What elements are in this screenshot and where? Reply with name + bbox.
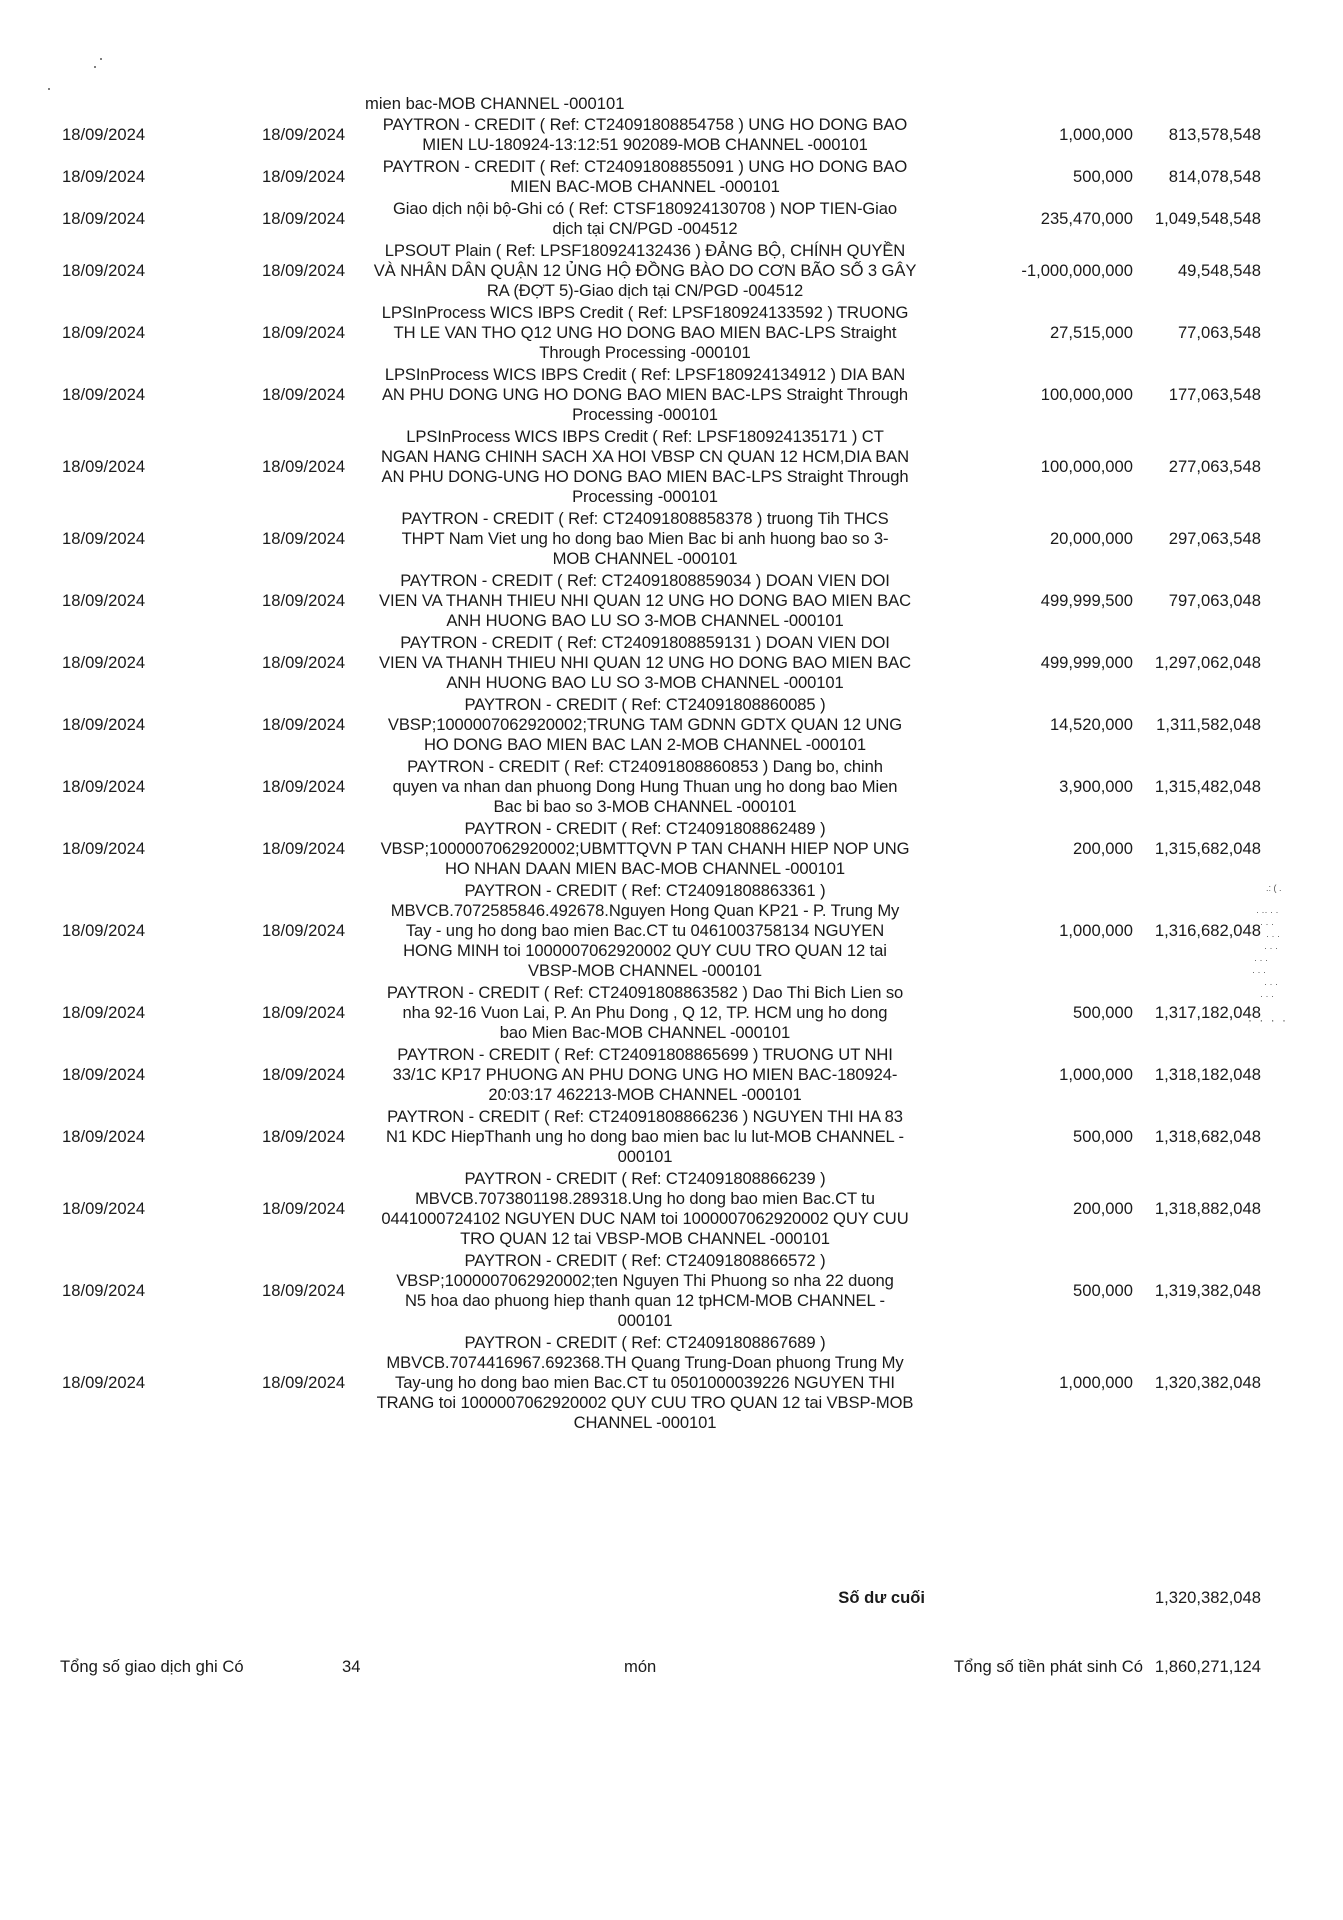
description-line: Giao dịch nội bộ-Ghi có ( Ref: CTSF180924130708 ) NOP TIEN-Giao — [392, 199, 898, 218]
description-line: MBVCB.7072585846.492678.Nguyen Hong Quan KP21 - P. Trung My — [390, 901, 900, 920]
transaction-amount: 500,000 — [1073, 1127, 1133, 1146]
value-date: 18/09/2024 — [262, 1065, 346, 1084]
transaction-description — [365, 881, 925, 981]
table-row — [0, 240, 1343, 302]
description-line: PAYTRON - CREDIT ( Ref: CT24091808866572 ) — [464, 1251, 826, 1270]
transaction-description — [365, 1169, 925, 1249]
transaction-date: 18/09/2024 — [62, 261, 146, 280]
value-date: 18/09/2024 — [262, 323, 346, 342]
transaction-date: 18/09/2024 — [62, 1003, 146, 1022]
table-row — [0, 198, 1343, 240]
description-line: Processing -000101 — [572, 487, 718, 506]
running-balance: 1,297,062,048 — [1154, 653, 1261, 672]
transaction-description — [365, 509, 925, 569]
description-line: MIEN LU-180924-13:12:51 902089-MOB CHANNEL -000101 — [422, 135, 868, 154]
transaction-description — [365, 757, 925, 817]
description-line: NGAN HANG CHINH SACH XA HOI VBSP CN QUAN 12 HCM,DIA BAN — [380, 447, 910, 466]
transaction-amount: 27,515,000 — [1049, 323, 1133, 342]
description-line: LPSInProcess WICS IBPS Credit ( Ref: LPSF180924134912 ) DIA BAN — [384, 365, 906, 384]
value-date: 18/09/2024 — [262, 209, 346, 228]
description-line: VIEN VA THANH THIEU NHI QUAN 12 UNG HO DONG BAO MIEN BAC — [379, 591, 911, 610]
description-line: Processing -000101 — [572, 405, 718, 424]
transaction-date: 18/09/2024 — [62, 921, 146, 940]
description-line: AN PHU DONG-UNG HO DONG BAO MIEN BAC-LPS Straight Through — [381, 467, 909, 486]
summary-row — [0, 1657, 1343, 1681]
transaction-description — [365, 571, 925, 631]
transaction-amount: 14,520,000 — [1049, 715, 1133, 734]
description-line: PAYTRON - CREDIT ( Ref: CT24091808863582 ) Dao Thi Bich Lien so — [386, 983, 904, 1002]
transaction-amount: 500,000 — [1073, 1003, 1133, 1022]
description-line: LPSInProcess WICS IBPS Credit ( Ref: LPSF180924133592 ) TRUONG — [381, 303, 909, 322]
transaction-date: 18/09/2024 — [62, 457, 146, 476]
running-balance: 1,315,482,048 — [1154, 777, 1261, 796]
transaction-date: 18/09/2024 — [62, 591, 146, 610]
table-row — [0, 1106, 1343, 1168]
transaction-date: 18/09/2024 — [62, 1199, 146, 1218]
description-line: MIEN BAC-MOB CHANNEL -000101 — [510, 177, 780, 196]
description-line: PAYTRON - CREDIT ( Ref: CT24091808854758 ) UNG HO DONG BAO — [382, 115, 908, 134]
table-row — [0, 364, 1343, 426]
transaction-amount: 100,000,000 — [1040, 457, 1133, 476]
running-balance: 1,318,682,048 — [1154, 1127, 1261, 1146]
running-balance: 277,063,548 — [1168, 457, 1261, 476]
transaction-amount: 200,000 — [1073, 1199, 1133, 1218]
description-line: PAYTRON - CREDIT ( Ref: CT24091808866239 ) — [464, 1169, 826, 1188]
running-balance: 77,063,548 — [1177, 323, 1261, 342]
description-line: PAYTRON - CREDIT ( Ref: CT24091808865699 ) TRUONG UT NHI — [397, 1045, 893, 1064]
table-row — [0, 694, 1343, 756]
description-line: ANH HUONG BAO LU SO 3-MOB CHANNEL -000101 — [446, 673, 844, 692]
table-row — [0, 1332, 1343, 1434]
value-date: 18/09/2024 — [262, 125, 346, 144]
transaction-description — [365, 1107, 925, 1167]
transaction-amount: 499,999,000 — [1040, 653, 1133, 672]
value-date: 18/09/2024 — [262, 839, 346, 858]
description-line: 20:03:17 462213-MOB CHANNEL -000101 — [488, 1085, 802, 1104]
description-line: TRANG toi 1000007062920002 QUY CUU TRO QUAN 12 tai VBSP-MOB — [376, 1393, 914, 1412]
table-row — [0, 756, 1343, 818]
transaction-amount: 1,000,000 — [1059, 1065, 1133, 1084]
transaction-description — [365, 1333, 925, 1433]
value-date: 18/09/2024 — [262, 1003, 346, 1022]
transaction-amount: 1,000,000 — [1059, 125, 1133, 144]
credit-total: 1,860,271,124 — [1154, 1657, 1261, 1676]
value-date: 18/09/2024 — [262, 653, 346, 672]
description-line: Bac bi bao so 3-MOB CHANNEL -000101 — [493, 797, 797, 816]
running-balance: 177,063,548 — [1168, 385, 1261, 404]
description-line: PAYTRON - CREDIT ( Ref: CT24091808858378 ) truong Tih THCS — [401, 509, 889, 528]
transaction-description — [365, 633, 925, 693]
running-balance: 1,311,582,048 — [1156, 715, 1261, 734]
table-row — [0, 156, 1343, 198]
value-date: 18/09/2024 — [262, 715, 346, 734]
running-balance: 49,548,548 — [1177, 261, 1261, 280]
description-line: VBSP-MOB CHANNEL -000101 — [528, 961, 762, 980]
transaction-amount: 1,000,000 — [1059, 1373, 1133, 1392]
transaction-date: 18/09/2024 — [62, 839, 146, 858]
table-row — [0, 982, 1343, 1044]
description-line: PAYTRON - CREDIT ( Ref: CT24091808860085 ) — [464, 695, 826, 714]
description-line: dịch tại CN/PGD -004512 — [552, 219, 738, 238]
value-date: 18/09/2024 — [262, 261, 346, 280]
credit-count-unit: món — [624, 1657, 657, 1676]
description-line: CHANNEL -000101 — [573, 1413, 717, 1432]
transaction-amount: 500,000 — [1073, 1281, 1133, 1300]
description-line: N1 KDC HiepThanh ung ho dong bao mien bac lu lut-MOB CHANNEL - — [386, 1127, 904, 1146]
transaction-date: 18/09/2024 — [62, 715, 146, 734]
final-balance-row — [0, 1588, 1343, 1610]
running-balance: 1,316,682,048 — [1154, 921, 1261, 940]
description-line: 0441000724102 NGUYEN DUC NAM toi 1000007062920002 QUY CUU — [381, 1209, 909, 1228]
transaction-date: 18/09/2024 — [62, 209, 146, 228]
final-balance-value: 1,320,382,048 — [1154, 1588, 1261, 1607]
value-date: 18/09/2024 — [262, 529, 346, 548]
value-date: 18/09/2024 — [262, 1373, 346, 1392]
running-balance: 1,318,882,048 — [1154, 1199, 1261, 1218]
running-balance: 814,078,548 — [1168, 167, 1261, 186]
credit-total-label: Tổng số tiền phát sinh Có — [953, 1657, 1143, 1676]
description-line: VBSP;1000007062920002;ten Nguyen Thi Phuong so nha 22 duong — [396, 1271, 894, 1290]
transaction-date: 18/09/2024 — [62, 653, 146, 672]
description-line: MOB CHANNEL -000101 — [552, 549, 738, 568]
description-line: VÀ NHÂN DÂN QUẬN 12 ỦNG HỘ ĐỒNG BÀO DO CƠN BÃO SỐ 3 GÂY — [373, 261, 917, 280]
transaction-amount: -1,000,000,000 — [1021, 261, 1133, 280]
description-line: PAYTRON - CREDIT ( Ref: CT24091808855091 ) UNG HO DONG BAO — [382, 157, 908, 176]
transaction-date: 18/09/2024 — [62, 385, 146, 404]
running-balance: 813,578,548 — [1168, 125, 1261, 144]
scan-speck — [100, 58, 102, 60]
description-line: PAYTRON - CREDIT ( Ref: CT24091808862489 ) — [464, 819, 826, 838]
transaction-description — [365, 241, 925, 301]
description-line: VBSP;1000007062920002;UBMTTQVN P TAN CHANH HIEP NOP UNG — [380, 839, 910, 858]
transaction-date: 18/09/2024 — [62, 1281, 146, 1300]
transaction-description — [365, 427, 925, 507]
table-row — [0, 570, 1343, 632]
transaction-description — [365, 983, 925, 1043]
description-line: 33/1C KP17 PHUONG AN PHU DONG UNG HO MIEN BAC-180924- — [392, 1065, 898, 1084]
description-line: PAYTRON - CREDIT ( Ref: CT24091808859034 ) DOAN VIEN DOI — [400, 571, 890, 590]
transaction-amount: 100,000,000 — [1040, 385, 1133, 404]
table-row — [0, 302, 1343, 364]
description-line: PAYTRON - CREDIT ( Ref: CT24091808859131 ) DOAN VIEN DOI — [400, 633, 890, 652]
description-line: PAYTRON - CREDIT ( Ref: CT24091808863361 ) — [464, 881, 826, 900]
value-date: 18/09/2024 — [262, 167, 346, 186]
description-line: TRO QUAN 12 tai VBSP-MOB CHANNEL -000101 — [460, 1229, 830, 1248]
description-line: VBSP;1000007062920002;TRUNG TAM GDNN GDTX QUAN 12 UNG — [387, 715, 903, 734]
table-row — [0, 1168, 1343, 1250]
transaction-description — [365, 1251, 925, 1331]
value-date: 18/09/2024 — [262, 1127, 346, 1146]
value-date: 18/09/2024 — [262, 1281, 346, 1300]
transaction-date: 18/09/2024 — [62, 777, 146, 796]
description-line: 000101 — [617, 1147, 673, 1166]
description-line: N5 hoa dao phuong hiep thanh quan 12 tpHCM-MOB CHANNEL - — [405, 1291, 885, 1310]
transaction-date: 18/09/2024 — [62, 125, 146, 144]
description-line: Tay - ung ho dong bao mien Bac.CT tu 0461003758134 NGUYEN — [405, 921, 885, 940]
value-date: 18/09/2024 — [262, 457, 346, 476]
credit-count-label: Tổng số giao dịch ghi Có — [60, 1657, 244, 1676]
description-line: MBVCB.7074416967.692368.TH Quang Trung-Doan phuong Trung My — [386, 1353, 904, 1372]
value-date: 18/09/2024 — [262, 777, 346, 796]
transaction-date: 18/09/2024 — [62, 1127, 146, 1146]
transaction-description — [365, 303, 925, 363]
description-line: PAYTRON - CREDIT ( Ref: CT24091808860853 ) Dang bo, chinh — [407, 757, 883, 776]
description-line: HONG MINH toi 1000007062920002 QUY CUU TRO QUAN 12 tai — [403, 941, 887, 960]
description-line: Tay-ung ho dong bao mien Bac.CT tu 0501000039226 NGUYEN THI — [395, 1373, 895, 1392]
running-balance: 1,318,182,048 — [1154, 1065, 1261, 1084]
transaction-amount: 1,000,000 — [1059, 921, 1133, 940]
description-line: VIEN VA THANH THIEU NHI QUAN 12 UNG HO DONG BAO MIEN BAC — [379, 653, 911, 672]
scan-speck — [48, 88, 50, 90]
description-line: Through Processing -000101 — [539, 343, 751, 362]
transaction-description — [365, 199, 925, 239]
description-line: LPSOUT Plain ( Ref: LPSF180924132436 ) ĐẢNG BỘ, CHÍNH QUYỀN — [384, 241, 906, 260]
value-date: 18/09/2024 — [262, 385, 346, 404]
table-row — [0, 880, 1343, 982]
bank-stamp-fragment: .: ( . · ·· · · · · · · · · · · · · · · · · · · · · · · · · · · · — [1248, 883, 1288, 1027]
description-line: PAYTRON - CREDIT ( Ref: CT24091808866236 ) NGUYEN THI HA 83 — [387, 1107, 903, 1126]
running-balance: 1,319,382,048 — [1154, 1281, 1261, 1300]
table-row — [0, 1044, 1343, 1106]
transaction-description — [365, 1045, 925, 1105]
description-line: quyen va nhan dan phuong Dong Hung Thuan ung ho dong bao Mien — [392, 777, 898, 796]
description-line: PAYTRON - CREDIT ( Ref: CT24091808867689 ) — [464, 1333, 826, 1352]
table-row — [0, 426, 1343, 508]
description-line: ANH HUONG BAO LU SO 3-MOB CHANNEL -000101 — [446, 611, 844, 630]
table-row — [0, 632, 1343, 694]
transaction-table — [0, 114, 1343, 1434]
running-balance: 1,317,182,048 — [1154, 1003, 1261, 1022]
transaction-description — [365, 157, 925, 197]
description-line: HO DONG BAO MIEN BAC LAN 2-MOB CHANNEL -000101 — [423, 735, 866, 754]
transaction-date: 18/09/2024 — [62, 167, 146, 186]
running-balance: 1,315,682,048 — [1154, 839, 1261, 858]
description-line: TH LE VAN THO Q12 UNG HO DONG BAO MIEN BAC-LPS Straight — [393, 323, 897, 342]
transaction-date: 18/09/2024 — [62, 1065, 146, 1084]
description-line: RA (ĐỢT 5)-Giao dịch tại CN/PGD -004512 — [486, 281, 804, 300]
transaction-amount: 499,999,500 — [1040, 591, 1133, 610]
transaction-date: 18/09/2024 — [62, 323, 146, 342]
transaction-description — [365, 695, 925, 755]
credit-count: 34 — [342, 1657, 361, 1676]
table-row — [0, 508, 1343, 570]
transaction-amount: 500,000 — [1073, 167, 1133, 186]
running-balance: 1,320,382,048 — [1154, 1373, 1261, 1392]
description-line: HO NHAN DAAN MIEN BAC-MOB CHANNEL -000101 — [444, 859, 846, 878]
description-line: LPSInProcess WICS IBPS Credit ( Ref: LPSF180924135171 ) CT — [406, 427, 884, 446]
transaction-amount: 20,000,000 — [1049, 529, 1133, 548]
description-line: MBVCB.7073801198.289318.Ung ho dong bao mien Bac.CT tu — [415, 1189, 875, 1208]
transaction-amount: 200,000 — [1073, 839, 1133, 858]
value-date: 18/09/2024 — [262, 921, 346, 940]
running-balance: 297,063,548 — [1168, 529, 1261, 548]
scan-speck — [94, 66, 96, 68]
transaction-description — [365, 819, 925, 879]
description-line: THPT Nam Viet ung ho dong bao Mien Bac bi anh huong bao so 3- — [401, 529, 889, 548]
transaction-amount: 235,470,000 — [1040, 209, 1133, 228]
table-row — [0, 1250, 1343, 1332]
value-date: 18/09/2024 — [262, 1199, 346, 1218]
transaction-amount: 3,900,000 — [1059, 777, 1133, 796]
description-line: bao Mien Bac-MOB CHANNEL -000101 — [499, 1023, 791, 1042]
description-line: nha 92-16 Vuon Lai, P. An Phu Dong , Q 12, TP. HCM ung ho dong — [402, 1003, 888, 1022]
description-line: AN PHU DONG UNG HO DONG BAO MIEN BAC-LPS Straight Through — [381, 385, 909, 404]
value-date: 18/09/2024 — [262, 591, 346, 610]
table-row — [0, 114, 1343, 156]
table-row — [0, 818, 1343, 880]
running-balance: 1,049,548,548 — [1154, 209, 1261, 228]
transaction-description — [365, 115, 925, 155]
transaction-date: 18/09/2024 — [62, 529, 146, 548]
final-balance-label: Số dư cuối — [838, 1588, 925, 1607]
transaction-date: 18/09/2024 — [62, 1373, 146, 1392]
transaction-description — [365, 365, 925, 425]
continued-description: mien bac-MOB CHANNEL -000101 — [365, 94, 625, 113]
running-balance: 797,063,048 — [1168, 591, 1261, 610]
description-line: 000101 — [617, 1311, 673, 1330]
